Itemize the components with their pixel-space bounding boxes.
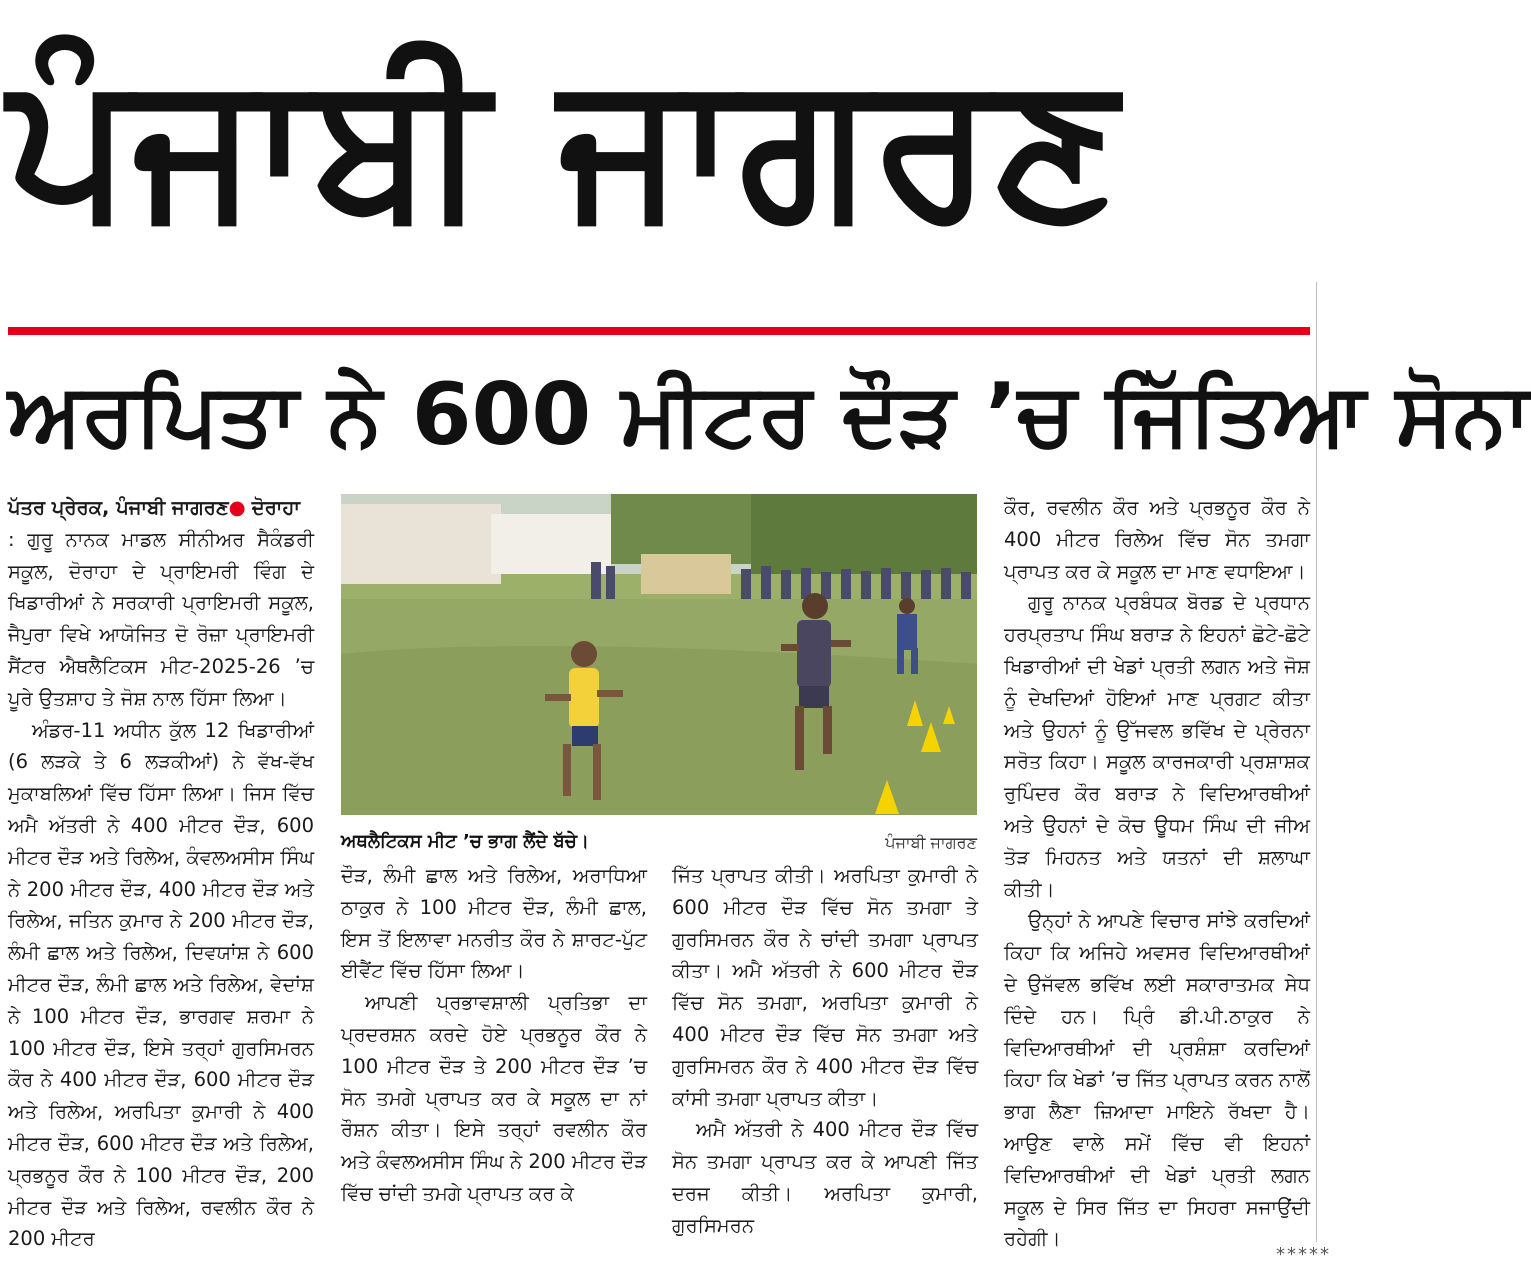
paragraph: : ਗੁਰੂ ਨਾਨਕ ਮਾਡਲ ਸੀਨੀਅਰ ਸੈਕੰਡਰੀ ਸਕੂਲ, ਦੋਰਾਹਾ ਦੇ ਪ੍ਰਾਇਮਰੀ ਵਿੰਗ ਦੇ ਖਿਡਾਰੀਆਂ ਨੇ ਸਰਕਾਰੀ ਪ੍ਰਾਇਮਰੀ ਸਕੂਲ, ਜੈਪੁਰਾ ਵਿਖੇ ਆਯੋਜਿਤ ਦੋ ਰੋਜ਼ਾ ਪ੍ਰਾਇਮਰੀ ਸੈਂਟਰ ਐਥਲੈਟਿਕਸ ਮੀਟ-2025-26 ’ਚ ਪੂਰੇ ਉਤਸ਼ਾਹ ਤੇ ਜੋਸ਼ ਨਾਲ ਹਿੱਸਾ ਲਿਆ। [8, 527, 314, 710]
paragraph: ਗੁਰੂ ਨਾਨਕ ਪ੍ਰਬੰਧਕ ਬੋਰਡ ਦੇ ਪ੍ਰਧਾਨ ਹਰਪ੍ਰਤਾਪ ਸਿੰਘ ਬਰਾੜ ਨੇ ਇਹਨਾਂ ਛੋਟੇ-ਛੋਟੇ ਖਿਡਾਰੀਆਂ ਦੀ ਖੇਡਾਂ ਪ੍ਰਤੀ ਲਗਨ ਅਤੇ ਜੋਸ਼ ਨੂੰ ਦੇਖਦਿਆਂ ਹੋਇਆਂ ਮਾਣ ਪ੍ਰਗਟ ਕੀਤਾ ਅਤੇ ਉਹਨਾਂ ਨੂੰ ਉੱਜਵਲ ਭਵਿੱਖ ਦੇ ਪ੍ਰੇਰਨਾ ਸਰੋਤ ਕਿਹਾ। ਸਕੂਲ ਕਾਰਜਕਾਰੀ ਪ੍ਰਸ਼ਾਸ਼ਕ ਰੁਪਿੰਦਰ ਕੌਰ ਬਰਾੜ ਨੇ ਵਿਦਿਆਰਥੀਆਂ ਅਤੇ ਉਹਨਾਂ ਦੇ ਕੋਚ ਊਧਮ ਸਿੰਘ ਦੀ ਜੀਅ ਤੋੜ ਮਿਹਨਤ ਅਤੇ ਯਤਨਾਂ ਦੀ ਸ਼ਲਾਘਾ ਕੀਤੀ। [1004, 591, 1310, 901]
paragraph: ਉਨ੍ਹਾਂ ਨੇ ਆਪਣੇ ਵਿਚਾਰ ਸਾਂਝੇ ਕਰਦਿਆਂ ਕਿਹਾ ਕਿ ਅਜਿਹੇ ਅਵਸਰ ਵਿਦਿਆਰਥੀਆਂ ਦੇ ਉਜੱਵਲ ਭਵਿੱਖ ਲਈ ਸਕਾਰਾਤਮਕ ਸੇਧ ਦਿੰਦੇ ਹਨ। ਪ੍ਰਿੰ ਡੀ.ਪੀ.ਠਾਕੁਰ ਨੇ ਵਿਦਿਆਰਥੀਆਂ ਦੀ ਪ੍ਰਸ਼ੰਸ਼ਾ ਕਰਦਿਆਂ ਕਿਹਾ ਕਿ ਖੇਡਾਂ ’ਚ ਜਿੱਤ ਪ੍ਰਾਪਤ ਕਰਨ ਨਾਲੋਂ ਭਾਗ ਲੈਣਾ ਜ਼ਿਆਦਾ ਮਾਇਨੇ ਰੱਖਦਾ ਹੈ। ਆਉਣ ਵਾਲੇ ਸਮੇਂ ਵਿੱਚ ਵੀ ਇਹਨਾਂ ਵਿਦਿਆਰਥੀਆਂ ਦੀ ਖੇਡਾਂ ਪ੍ਰਤੀ ਲਗਨ ਸਕੂਲ ਦੇ ਸਿਰ ਜਿੱਤ ਦਾ ਸਿਹਰਾ ਸਜਾਉਂਦੀ ਰਹੇਗੀ। [1004, 909, 1310, 1251]
article-column-3 [672, 860, 978, 1237]
paragraph: ਅੰਡਰ-11 ਅਧੀਨ ਕੁੱਲ 12 ਖਿਡਾਰੀਆਂ (6 ਲੜਕੇ ਤੇ 6 ਲੜਕੀਆਂ) ਨੇ ਵੱਖ-ਵੱਖ ਮੁਕਾਬਲਿਆਂ ਵਿੱਚ ਹਿੱਸਾ ਲਿਆ। ਜਿਸ ਵਿੱਚ ਅਮੈ ਅੱਤਰੀ ਨੇ 400 ਮੀਟਰ ਦੌੜ, 600 ਮੀਟਰ ਦੌੜ ਅਤੇ ਰਿਲੇਅ, ਕੰਵਲਅਸੀਸ ਸਿੰਘ ਨੇ 200 ਮੀਟਰ ਦੌੜ, 400 ਮੀਟਰ ਦੌੜ ਅਤੇ ਰਿਲੇਅ, ਜਤਿਨ ਕੁਮਾਰ ਨੇ 200 ਮੀਟਰ ਦੌੜ, ਲੰਮੀ ਛਾਲ ਅਤੇ ਰਿਲੇਅ, ਦਿਵਯਾਂਸ਼ ਨੇ 600 ਮੀਟਰ ਦੌੜ, ਲੰਮੀ ਛਾਲ ਅਤੇ ਰਿਲੇਅ, ਵੇਦਾਂਸ਼ ਨੇ 100 ਮੀਟਰ ਦੌੜ, ਭਾਰਗਵ ਸ਼ਰਮਾ ਨੇ 100 ਮੀਟਰ ਦੌੜ, ਇਸੇ ਤਰ੍ਹਾਂ ਗੁਰਸਿਮਰਨ ਕੌਰ ਨੇ 400 ਮੀਟਰ ਦੌੜ, 600 ਮੀਟਰ ਦੌੜ ਅਤੇ ਰਿਲੇਅ, ਅਰਪਿਤਾ ਕੁਮਾਰੀ ਨੇ 400 ਮੀਟਰ ਦੌੜ, 600 ਮੀਟਰ ਦੌੜ ਅਤੇ ਰਿਲੇਅ, ਪ੍ਰਭਨੂਰ ਕੌਰ ਨੇ 100 ਮੀਟਰ ਦੌੜ, 200 ਮੀਟਰ ਦੌੜ ਅਤੇ ਰਿਲੇਅ, ਰਵਲੀਨ ਕੌਰ ਨੇ 200 ਮੀਟਰ [8, 718, 314, 1251]
cropped-ticker-2 [340, 282, 640, 304]
byline-source: ਪੱਤਰ ਪ੍ਰੇਰਕ, ਪੰਜਾਬੀ ਜਾਗਰਣ [8, 496, 229, 519]
cropped-ticker-3 [672, 282, 972, 304]
bullet-dot: ● [228, 496, 246, 519]
paragraph: ਦੌੜ, ਲੰਮੀ ਛਾਲ ਅਤੇ ਰਿਲੇਅ, ਅਰਾਧਿਆ ਠਾਕੁਰ ਨੇ 100 ਮੀਟਰ ਦੌੜ, ਲੰਮੀ ਛਾਲ, ਇਸ ਤੋਂ ਇਲਾਵਾ ਮਨਰੀਤ ਕੌਰ ਨੇ ਸ਼ਾਰਟ-ਪੁੱਟ ਈਵੈਂਟ ਵਿੱਚ ਹਿੱਸਾ ਲਿਆ। [341, 864, 647, 983]
end-mark: ***** [1276, 1244, 1331, 1265]
photo-athletics-race [341, 494, 977, 815]
paragraph: ਕੌਰ, ਰਵਲੀਨ ਕੌਰ ਅਤੇ ਪ੍ਰਭਨੂਰ ਕੌਰ ਨੇ 400 ਮੀਟਰ ਰਿਲੇਅ ਵਿੱਚ ਸੋਨ ਤਮਗਾ ਪ੍ਰਾਪਤ ਕਰ ਕੇ ਸਕੂਲ ਦਾ ਮਾਣ ਵਧਾਇਆ। [1004, 496, 1310, 583]
article-headline: ਅਰਪਿਤਾ ਨੇ 600 ਮੀਟਰ ਦੌੜ ’ਚ ਜਿੱਤਿਆ ਸੋਨਾ [8, 365, 1531, 465]
photo-credit: ਪੰਜਾਬੀ ਜਾਗਰਣ [885, 833, 977, 852]
article-column-1 [8, 492, 314, 1251]
masthead-logo: ਪੰਜਾਬੀ ਜਾਗਰਣ [8, 28, 1119, 261]
cropped-ticker-1 [8, 282, 318, 304]
photo-caption: ਅਥਲੈਟਿਕਸ ਮੀਟ ’ਚ ਭਾਗ ਲੈਂਦੇ ਬੱਚੇ। [341, 831, 590, 852]
paragraph: ਜਿੱਤ ਪ੍ਰਾਪਤ ਕੀਤੀ। ਅਰਪਿਤਾ ਕੁਮਾਰੀ ਨੇ 600 ਮੀਟਰ ਦੌੜ ਵਿੱਚ ਸੋਨ ਤਮਗਾ ਤੇ ਗੁਰਸਿਮਰਨ ਕੌਰ ਨੇ ਚਾਂਦੀ ਤਮਗਾ ਪ੍ਰਾਪਤ ਕੀਤਾ। ਅਮੈ ਅੱਤਰੀ ਨੇ 600 ਮੀਟਰ ਦੌੜ ਵਿੱਚ ਸੋਨ ਤਮਗਾ, ਅਰਪਿਤਾ ਕੁਮਾਰੀ ਨੇ 400 ਮੀਟਰ ਦੌੜ ਵਿੱਚ ਸੋਨ ਤਮਗਾ ਅਤੇ ਗੁਰਸਿਮਰਨ ਕੌਰ ਨੇ 400 ਮੀਟਰ ਦੌੜ ਵਿੱਚ ਕਾਂਸੀ ਤਮਗਾ ਪ੍ਰਾਪਤ ਕੀਤਾ। [672, 864, 978, 1110]
article-column-4 [1004, 492, 1310, 1251]
paragraph: ਅਮੈ ਅੱਤਰੀ ਨੇ 400 ਮੀਟਰ ਦੌੜ ਵਿੱਚ ਸੋਨ ਤਮਗਾ ਪ੍ਰਾਪਤ ਕਰ ਕੇ ਆਪਣੀ ਜਿੱਤ ਦਰਜ ਕੀਤੀ। ਅਰਪਿਤਾ ਕੁਮਾਰੀ, ਗੁਰਸਿਮਰਨ [672, 1118, 978, 1237]
byline-place: ਦੋਰਾਹਾ [251, 496, 300, 519]
red-rule [8, 327, 1310, 335]
cropped-ticker-4 [1004, 282, 1309, 304]
article-column-2 [341, 860, 647, 1204]
dateline [8, 492, 314, 524]
article-photo [341, 494, 977, 815]
paragraph: ਆਪਣੀ ਪ੍ਰਭਾਵਸ਼ਾਲੀ ਪ੍ਰਤਿਭਾ ਦਾ ਪ੍ਰਦਰਸ਼ਨ ਕਰਦੇ ਹੋਏ ਪ੍ਰਭਨੂਰ ਕੌਰ ਨੇ 100 ਮੀਟਰ ਦੌੜ ਤੇ 200 ਮੀਟਰ ਦੌੜ ’ਚ ਸੋਨ ਤਮਗੇ ਪ੍ਰਾਪਤ ਕਰ ਕੇ ਸਕੂਲ ਦਾ ਨਾਂ ਰੌਸ਼ਨ ਕੀਤਾ। ਇਸੇ ਤਰ੍ਹਾਂ ਰਵਲੀਨ ਕੌਰ ਅਤੇ ਕੰਵਲਅਸੀਸ ਸਿੰਘ ਨੇ 200 ਮੀਟਰ ਦੌੜ ਵਿੱਚ ਚਾਂਦੀ ਤਮਗੇ ਪ੍ਰਾਪਤ ਕਰ ਕੇ [341, 991, 647, 1205]
